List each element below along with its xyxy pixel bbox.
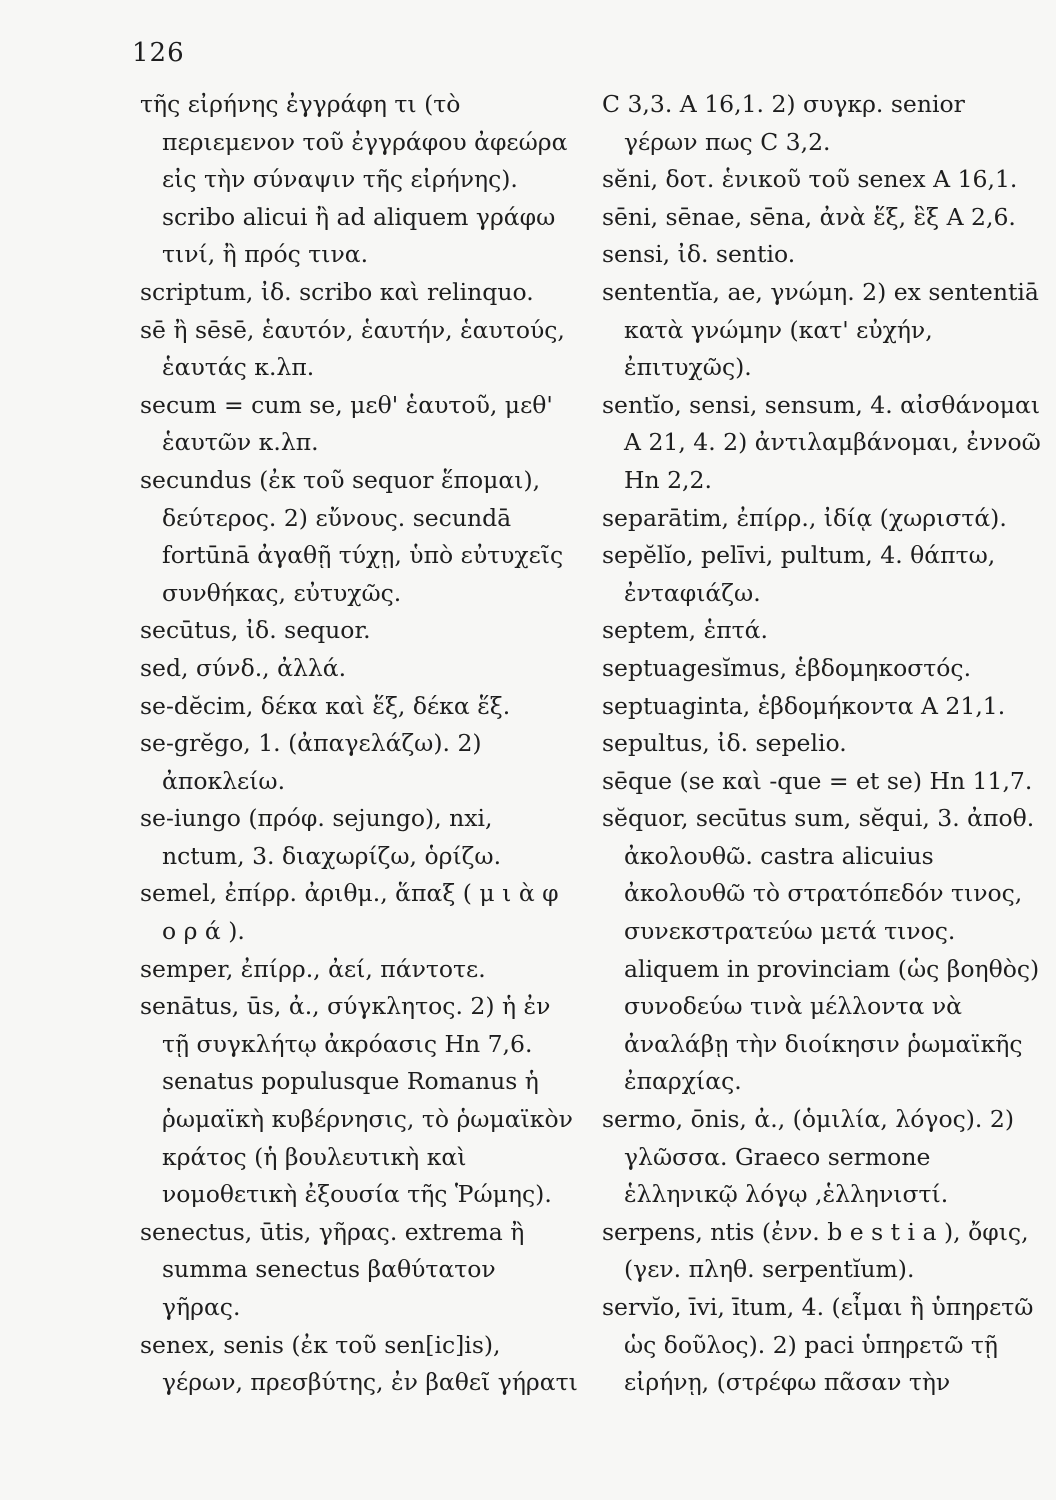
- dictionary-entry: semper, ἐπίρρ., ἀεί, πάντοτε.: [140, 954, 486, 983]
- dictionary-entry: separātim, ἐπίρρ., ἰδίᾳ (χωριστά).: [602, 503, 1007, 532]
- dictionary-entry: secum = cum se, μεθ' ἑαυτοῦ, μεθ' ἑαυτῶν κ.λπ.: [140, 390, 553, 457]
- right-column: [602, 86, 1042, 1402]
- dictionary-entry: sĕquor, secūtus sum, sĕqui, 3. ἀποθ. ἀκολουθῶ. castra alicuius ἀκολουθῶ τὸ στρατόπεδόν τινος, συνεκστρατεύω μετά τινος. aliquem in provinciam (ὡς βοηθὸς) συνοδεύω τινὰ μέλλοντα νὰ ἀναλάβῃ τὴν διοίκησιν ῥωμαϊκῆς ἐπαρχίας.: [602, 804, 1040, 1096]
- dictionary-entry: secundus (ἐκ τοῦ sequor ἕπομαι), δεύτερος. 2) εὔνους. secundā fortūnā ἀγαθῇ τύχῃ, ὑπὸ εὐτυχεῖς συνθήκας, εὐτυχῶς.: [140, 465, 564, 607]
- dictionary-entry: sepĕlĭo, pelīvi, pultum, 4. θάπτω, ἐνταφιάζω.: [602, 541, 996, 607]
- dictionary-entry: sepultus, ἰδ. sepelio.: [602, 729, 847, 758]
- dictionary-entry: senātus, ūs, ἀ., σύγκλητος. 2) ἡ ἐν τῇ συγκλήτῳ ἀκρόασις Hn 7,6. senatus populusque Romanus ἡ ῥωμαϊκὴ κυβέρνησις, τὸ ῥωμαϊκὸν κράτος (ἡ βουλευτικὴ καὶ νομοθετικὴ ἐξουσία τῆς Ῥώμης).: [140, 992, 573, 1209]
- dictionary-entry: sententĭa, ae, γνώμη. 2) ex sententiā κατὰ γνώμην (κατ' εὐχήν, ἐπιτυχῶς).: [602, 277, 1039, 382]
- dictionary-entry: serpens, ntis (ἐνν. b e s t i a ), ὄφις, (γεν. πληθ. serpentĭum).: [602, 1217, 1029, 1284]
- page-number: 126: [132, 38, 185, 68]
- dictionary-entry: se-dĕcim, δέκα καὶ ἕξ, δέκα ἕξ.: [140, 691, 511, 720]
- dictionary-entry: septem, ἑπτά.: [602, 616, 768, 645]
- dictionary-entry: sed, σύνδ., ἀλλά.: [140, 653, 347, 682]
- dictionary-entry: τῆς εἰρήνης ἐγγράφη τι (τὸ περιεμενον τοῦ ἐγγράφου ἀφεώρα εἰς τὴν σύναψιν τῆς εἰρήνης). scribo alicui ἢ ad aliquem γράφω τινί, ἢ πρός τινα.: [140, 90, 568, 269]
- dictionary-entry: sē ἢ sēsē, ἑαυτόν, ἑαυτήν, ἑαυτούς, ἑαυτάς κ.λπ.: [140, 315, 565, 382]
- dictionary-entry: semel, ἐπίρρ. ἀριθμ., ἅπαξ ( μ ι ὰ φ ο ρ ά ).: [140, 879, 559, 946]
- dictionary-entry: sĕni, δοτ. ἑνικοῦ τοῦ senex A 16,1.: [602, 165, 1018, 194]
- dictionary-entry: sensi, ἰδ. sentio.: [602, 240, 796, 269]
- dictionary-entry: se-iungo (πρόφ. sejungo), nxi, nctum, 3. διαχωρίζω, ὁρίζω.: [140, 804, 502, 870]
- dictionary-entry: secūtus, ἰδ. sequor.: [140, 616, 371, 645]
- dictionary-entry: sēque (se καὶ -que = et se) Hn 11,7.: [602, 766, 1033, 795]
- dictionary-entry: se-grĕgo, 1. (ἀπαγελάζω). 2) ἀποκλείω.: [140, 729, 482, 795]
- dictionary-entry: scriptum, ἰδ. scribo καὶ relinquo.: [140, 277, 534, 306]
- dictionary-entry: septuagesĭmus, ἑβδομηκοστός.: [602, 653, 972, 682]
- dictionary-entry: senectus, ūtis, γῆρας. extrema ἢ summa senectus βαθύτατον γῆρας.: [140, 1217, 525, 1321]
- dictionary-entry: servĭo, īvi, ītum, 4. (εἶμαι ἢ ὑπηρετῶ ὡς δοῦλος). 2) paci ὑπηρετῶ τῇ εἰρήνῃ, (στρέφω πᾶσαν τὴν: [602, 1293, 1034, 1397]
- dictionary-entry: C 3,3. A 16,1. 2) συγκρ. senior γέρων πως C 3,2.: [602, 90, 965, 156]
- dictionary-entry: senex, senis (ἐκ τοῦ sen[ic]is), γέρων, πρεσβύτης, ἐν βαθεῖ γήρατι: [140, 1330, 578, 1397]
- dictionary-entry: sēni, sēnae, sēna, ἀνὰ ἕξ, ἓξ A 2,6.: [602, 202, 1016, 231]
- left-column: [140, 86, 580, 1402]
- dictionary-entry: sentĭo, sensi, sensum, 4. αἰσθάνομαι A 21, 4. 2) ἀντιλαμβάνομαι, ἐννοῶ Hn 2,2.: [602, 390, 1041, 494]
- dictionary-entry: septuaginta, ἑβδομήκοντα A 21,1.: [602, 691, 1006, 720]
- dictionary-entry: sermo, ōnis, ἀ., (ὁμιλία, λόγος). 2) γλῶσσα. Graeco sermone ἑλληνικῷ λόγῳ ,ἑλληνιστί.: [602, 1105, 1014, 1209]
